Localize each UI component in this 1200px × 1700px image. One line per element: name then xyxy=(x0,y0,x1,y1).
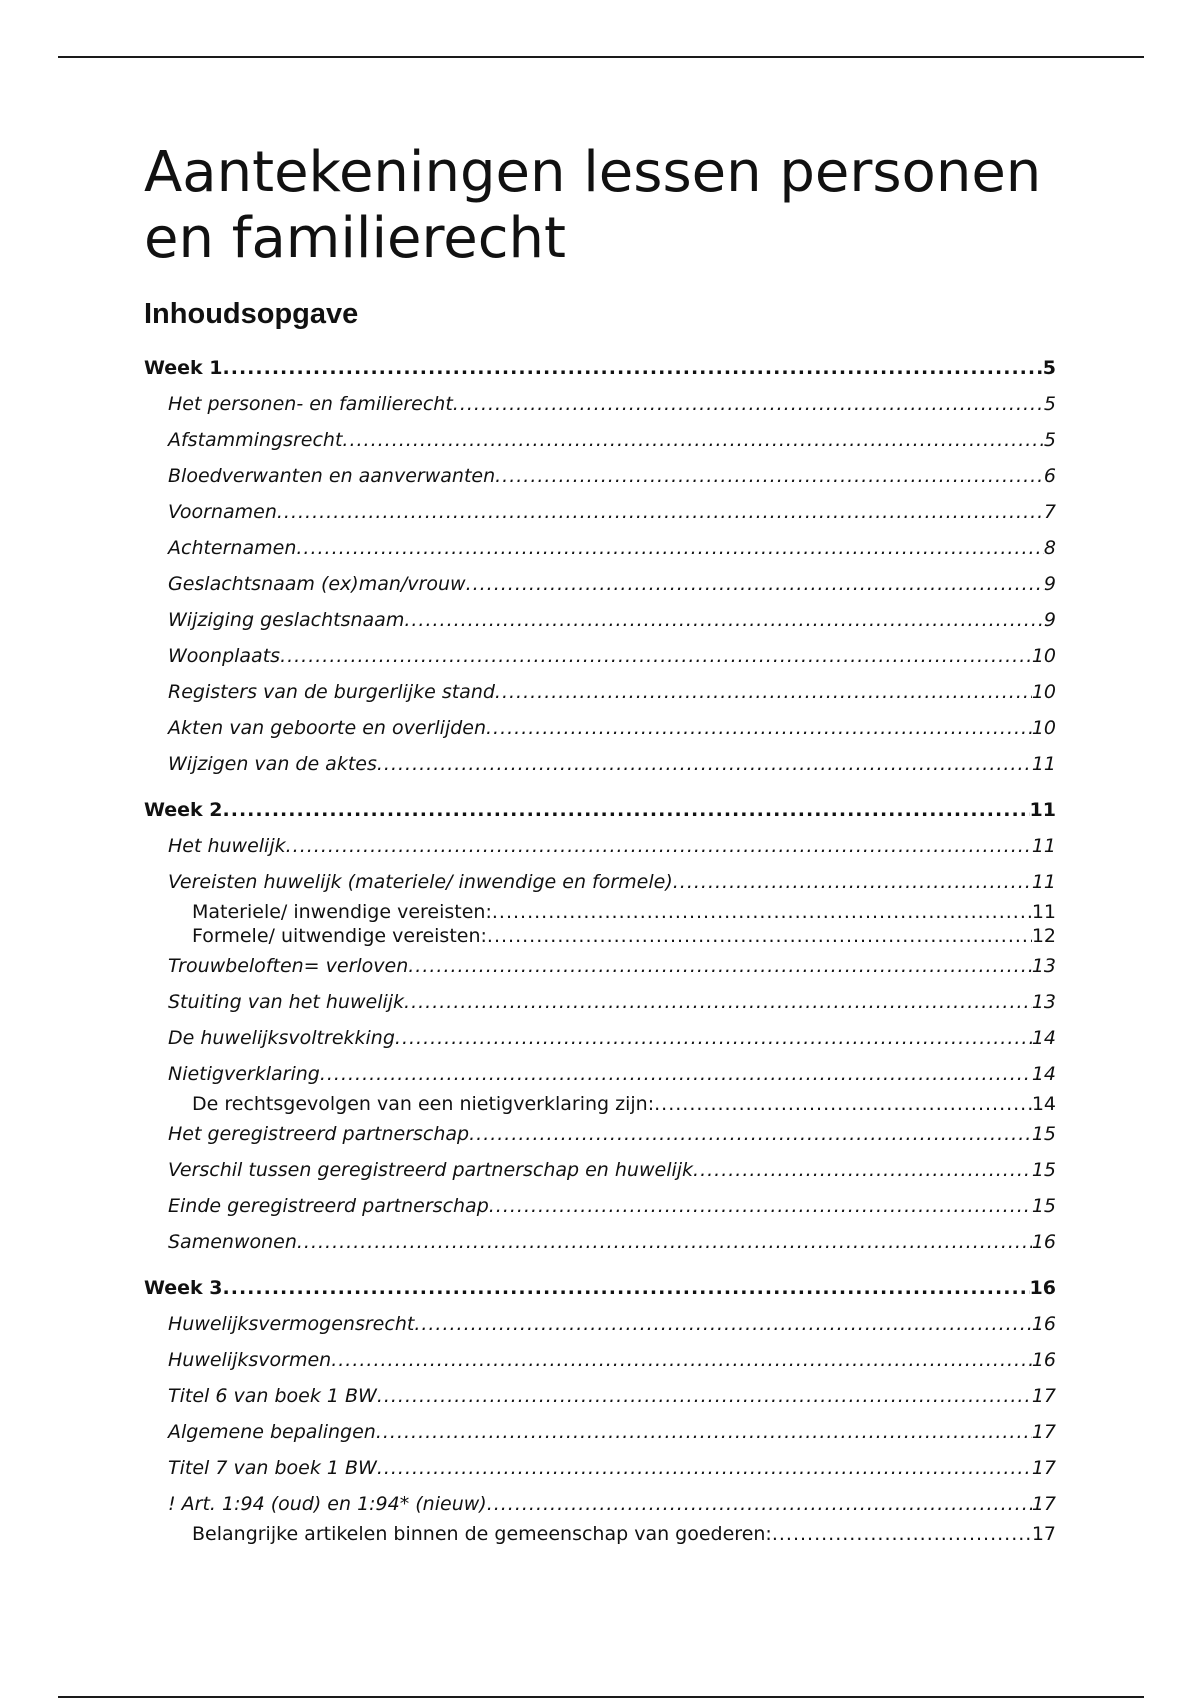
toc-entry-link[interactable] xyxy=(144,1224,1056,1260)
toc-page-number: 13 xyxy=(1031,955,1056,977)
toc-entry-label: Belangrijke artikelen binnen de gemeenschap van goederen: xyxy=(192,1523,772,1545)
toc-entry-label: Week 3 xyxy=(144,1277,223,1299)
toc-entry-label: Huwelijksvormen xyxy=(168,1349,332,1371)
toc-entry-link[interactable] xyxy=(144,948,1056,984)
toc-page-number: 11 xyxy=(1031,753,1056,775)
table-of-contents xyxy=(144,350,1056,1546)
toc-entry-link[interactable] xyxy=(144,566,1056,602)
toc-dot-leader xyxy=(495,458,1044,494)
toc-entry-label: Verschil tussen geregistreerd partnerschap en huwelijk xyxy=(168,1159,694,1181)
toc-dot-leader xyxy=(223,1270,1030,1306)
toc-entry-link[interactable] xyxy=(144,494,1056,530)
toc-dot-leader xyxy=(296,530,1044,566)
toc-page-number: 16 xyxy=(1031,1313,1056,1335)
toc-entry-label: Trouwbeloften= verloven xyxy=(168,955,409,977)
toc-dot-leader xyxy=(469,1116,1032,1152)
toc-entry-label: Vereisten huwelijk (materiele/ inwendige en formele) xyxy=(168,871,673,893)
toc-section-link[interactable] xyxy=(144,1270,1056,1306)
toc-dot-leader xyxy=(466,566,1044,602)
toc-page-number: 17 xyxy=(1031,1457,1056,1479)
toc-entry-label: Nietigverklaring xyxy=(168,1063,320,1085)
toc-dot-leader xyxy=(492,900,1032,924)
toc-dot-leader xyxy=(223,350,1043,386)
toc-entry-label: De rechtsgevolgen van een nietigverklaring zijn: xyxy=(192,1093,655,1115)
toc-entry-link[interactable] xyxy=(144,1450,1056,1486)
toc-entry-label: Week 1 xyxy=(144,357,223,379)
toc-entry-link[interactable] xyxy=(144,1378,1056,1414)
toc-dot-leader xyxy=(395,1020,1032,1056)
toc-entry-label: Einde geregistreerd partnerschap xyxy=(168,1195,489,1217)
toc-entry-link[interactable] xyxy=(144,1152,1056,1188)
toc-entry-label: Materiele/ inwendige vereisten: xyxy=(192,901,492,923)
toc-entry-link[interactable] xyxy=(144,1414,1056,1450)
toc-page-number: 11 xyxy=(1031,871,1056,893)
toc-page-number: 15 xyxy=(1031,1123,1056,1145)
toc-page-number: 16 xyxy=(1031,1231,1056,1253)
toc-entry-link[interactable] xyxy=(144,422,1056,458)
toc-entry-label: Geslachtsnaam (ex)man/vrouw xyxy=(168,573,466,595)
toc-entry-link[interactable] xyxy=(144,710,1056,746)
toc-entry-label: Het geregistreerd partnerschap xyxy=(168,1123,470,1145)
toc-page-number: 14 xyxy=(1031,1093,1056,1115)
toc-page-number: 16 xyxy=(1029,1277,1056,1299)
toc-dot-leader xyxy=(377,1378,1032,1414)
page-content xyxy=(144,140,1056,1546)
toc-dot-leader xyxy=(487,924,1032,948)
toc-entry-label: Titel 6 van boek 1 BW xyxy=(168,1385,377,1407)
toc-page-number: 11 xyxy=(1029,799,1056,821)
toc-dot-leader xyxy=(404,602,1044,638)
toc-page-number: 10 xyxy=(1031,717,1056,739)
toc-entry-link[interactable] xyxy=(144,602,1056,638)
toc-page-number: 5 xyxy=(1043,393,1056,415)
toc-section-link[interactable] xyxy=(144,350,1056,386)
toc-page-number: 13 xyxy=(1031,991,1056,1013)
toc-entry-label: Het personen- en familierecht xyxy=(168,393,453,415)
toc-page-number: 5 xyxy=(1043,429,1056,451)
toc-entry-label: Week 2 xyxy=(144,799,223,821)
toc-dot-leader xyxy=(414,1306,1032,1342)
toc-page-number: 5 xyxy=(1042,357,1056,379)
toc-page-number: 6 xyxy=(1043,465,1056,487)
toc-entry-label: Achternamen xyxy=(168,537,297,559)
toc-dot-leader xyxy=(297,1224,1032,1260)
toc-dot-leader xyxy=(489,1188,1032,1224)
toc-entry-label: Titel 7 van boek 1 BW xyxy=(168,1457,377,1479)
toc-page-number: 11 xyxy=(1031,901,1056,923)
toc-entry-label: De huwelijksvoltrekking xyxy=(168,1027,395,1049)
toc-dot-leader xyxy=(673,864,1032,900)
toc-entry-label: Stuiting van het huwelijk xyxy=(168,991,405,1013)
toc-entry-label: Wijziging geslachtsnaam xyxy=(168,609,405,631)
toc-entry-link[interactable] xyxy=(144,900,1056,924)
toc-page-number: 17 xyxy=(1031,1493,1056,1515)
toc-page-number: 17 xyxy=(1031,1523,1056,1545)
toc-entry-label: Formele/ uitwendige vereisten: xyxy=(192,925,487,947)
toc-dot-leader xyxy=(331,1342,1032,1378)
toc-dot-leader xyxy=(408,948,1032,984)
toc-page-number: 16 xyxy=(1031,1349,1056,1371)
page-footer-rule xyxy=(58,1696,1144,1698)
toc-entry-link[interactable] xyxy=(144,1020,1056,1056)
toc-entry-link[interactable] xyxy=(144,746,1056,782)
toc-page-number: 10 xyxy=(1031,645,1056,667)
toc-dot-leader xyxy=(693,1152,1032,1188)
toc-entry-link[interactable] xyxy=(144,530,1056,566)
toc-page-number: 17 xyxy=(1031,1385,1056,1407)
toc-entry-link[interactable] xyxy=(144,984,1056,1020)
page-header-rule xyxy=(58,56,1144,58)
toc-entry-link[interactable] xyxy=(144,1522,1056,1546)
toc-entry-link[interactable] xyxy=(144,1486,1056,1522)
toc-entry-link[interactable] xyxy=(144,458,1056,494)
toc-page-number: 9 xyxy=(1043,609,1056,631)
toc-entry-link[interactable] xyxy=(144,1188,1056,1224)
toc-entry-link[interactable] xyxy=(144,1116,1056,1152)
toc-entry-label: Samenwonen xyxy=(168,1231,297,1253)
toc-dot-leader xyxy=(453,386,1044,422)
toc-dot-leader xyxy=(772,1522,1032,1546)
toc-dot-leader xyxy=(342,422,1043,458)
toc-page-number: 14 xyxy=(1031,1027,1056,1049)
toc-dot-leader xyxy=(495,674,1032,710)
toc-dot-leader xyxy=(277,494,1044,530)
document-title: Aantekeningen lessen personen en familierecht xyxy=(144,140,1042,271)
toc-entry-label: Registers van de burgerlijke stand xyxy=(168,681,495,703)
toc-page-number: 8 xyxy=(1043,537,1056,559)
toc-dot-leader xyxy=(280,638,1032,674)
toc-dot-leader xyxy=(320,1056,1032,1092)
toc-dot-leader xyxy=(223,792,1030,828)
toc-entry-label: Algemene bepalingen xyxy=(168,1421,376,1443)
toc-page-number: 9 xyxy=(1043,573,1056,595)
toc-entry-label: ! Art. 1:94 (oud) en 1:94* (nieuw) xyxy=(168,1493,487,1515)
toc-entry-link[interactable] xyxy=(144,386,1056,422)
toc-entry-link[interactable] xyxy=(144,828,1056,864)
toc-entry-link[interactable] xyxy=(144,864,1056,900)
toc-page-number: 14 xyxy=(1031,1063,1056,1085)
toc-entry-label: Huwelijksvermogensrecht xyxy=(168,1313,415,1335)
toc-entry-label: Akten van geboorte en overlijden xyxy=(168,717,487,739)
toc-dot-leader xyxy=(486,710,1032,746)
toc-entry-label: Voornamen xyxy=(168,501,277,523)
toc-page-number: 17 xyxy=(1031,1421,1056,1443)
toc-section-link[interactable] xyxy=(144,792,1056,828)
toc-dot-leader xyxy=(377,1450,1032,1486)
toc-page-number: 7 xyxy=(1043,501,1056,523)
toc-entry-link[interactable] xyxy=(144,1342,1056,1378)
toc-entry-label: Afstammingsrecht xyxy=(168,429,343,451)
toc-dot-leader xyxy=(487,1486,1032,1522)
toc-page-number: 11 xyxy=(1031,835,1056,857)
toc-page-number: 12 xyxy=(1031,925,1056,947)
toc-entry-label: Bloedverwanten en aanverwanten xyxy=(168,465,496,487)
toc-entry-link[interactable] xyxy=(144,924,1056,948)
toc-entry-link[interactable] xyxy=(144,638,1056,674)
toc-heading: Inhoudsopgave xyxy=(144,298,359,330)
toc-dot-leader xyxy=(377,746,1032,782)
toc-entry-link[interactable] xyxy=(144,674,1056,710)
toc-entry-label: Woonplaats xyxy=(168,645,281,667)
toc-page-number: 15 xyxy=(1031,1195,1056,1217)
toc-dot-leader xyxy=(654,1092,1032,1116)
toc-entry-link[interactable] xyxy=(144,1092,1056,1116)
toc-dot-leader xyxy=(404,984,1032,1020)
toc-page-number: 10 xyxy=(1031,681,1056,703)
toc-entry-label: Het huwelijk xyxy=(168,835,286,857)
toc-entry-link[interactable] xyxy=(144,1306,1056,1342)
toc-entry-label: Wijzigen van de aktes xyxy=(168,753,377,775)
toc-entry-link[interactable] xyxy=(144,1056,1056,1092)
toc-page-number: 15 xyxy=(1031,1159,1056,1181)
toc-dot-leader xyxy=(376,1414,1032,1450)
toc-dot-leader xyxy=(286,828,1032,864)
